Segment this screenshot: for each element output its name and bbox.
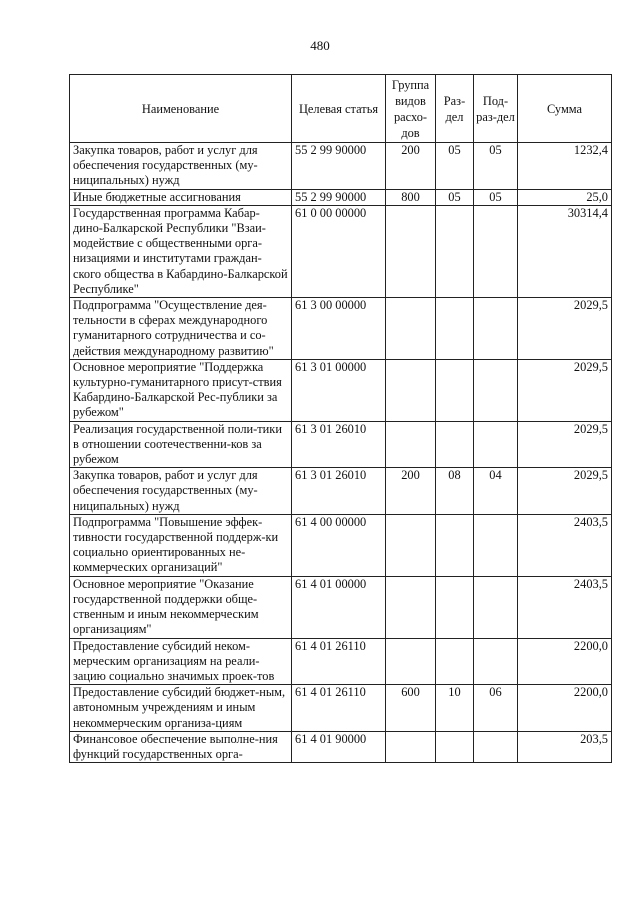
cell-target: 61 4 01 90000 [292,731,386,762]
header-group: Группа видов расхо-дов [386,75,436,143]
cell-name: Подпрограмма "Повышение эффек-тивности государственной поддерж-ки социально ориентированных не-коммерческих организаций" [70,514,292,576]
budget-table [69,74,612,763]
table-row [70,685,612,732]
header-section: Раз-дел [436,75,474,143]
cell-section: 08 [436,468,474,515]
table-row [70,143,612,190]
cell-name: Государственная программа Кабар-дино-Балкарской Республики "Взаи-модействие с общественными орга-низациями и институтами граждан-ского общества в Кабардино-Балкарской Республике" [70,205,292,297]
cell-name: Финансовое обеспечение выполне-ния функций государственных орга- [70,731,292,762]
cell-subsection: 06 [474,685,518,732]
cell-sum: 2403,5 [518,514,612,576]
cell-subsection [474,421,518,468]
cell-sum: 1232,4 [518,143,612,190]
cell-target: 55 2 99 90000 [292,143,386,190]
cell-target: 61 0 00 00000 [292,205,386,297]
cell-name: Предоставление субсидий неком-мерческим организациям на реали-зацию социально значимых проек-тов [70,638,292,685]
cell-target: 61 4 01 26110 [292,638,386,685]
cell-sum: 2200,0 [518,685,612,732]
cell-target: 55 2 99 90000 [292,189,386,205]
table-row [70,421,612,468]
header-name: Наименование [70,75,292,143]
cell-subsection [474,514,518,576]
cell-subsection [474,359,518,421]
cell-group [386,638,436,685]
cell-target: 61 3 01 26010 [292,421,386,468]
cell-name: Основное мероприятие "Оказание государственной поддержки обще-ственным и иным некоммерческим организациям" [70,576,292,638]
header-subsection: Под-раз-дел [474,75,518,143]
cell-subsection: 05 [474,143,518,190]
cell-section [436,205,474,297]
table-row [70,298,612,360]
header-target: Целевая статья [292,75,386,143]
cell-group [386,421,436,468]
cell-name: Основное мероприятие "Поддержка культурно-гуманитарного присут-ствия Кабардино-Балкарской Рес-публики за рубежом" [70,359,292,421]
cell-subsection [474,638,518,685]
cell-sum: 30314,4 [518,205,612,297]
cell-target: 61 3 00 00000 [292,298,386,360]
cell-sum: 2403,5 [518,576,612,638]
cell-subsection: 04 [474,468,518,515]
cell-section: 10 [436,685,474,732]
cell-subsection [474,731,518,762]
table-row [70,468,612,515]
cell-group [386,731,436,762]
page-number: 480 [310,38,330,53]
cell-subsection [474,298,518,360]
cell-target: 61 4 01 00000 [292,576,386,638]
cell-sum: 2029,5 [518,359,612,421]
table-row [70,731,612,762]
cell-section: 05 [436,143,474,190]
cell-name: Иные бюджетные ассигнования [70,189,292,205]
cell-sum: 203,5 [518,731,612,762]
cell-section: 05 [436,189,474,205]
cell-sum: 2029,5 [518,421,612,468]
cell-sum: 2029,5 [518,468,612,515]
cell-target: 61 4 01 26110 [292,685,386,732]
cell-name: Закупка товаров, работ и услуг для обеспечения государственных (му-ниципальных) нужд [70,143,292,190]
table-row [70,576,612,638]
cell-target: 61 3 01 00000 [292,359,386,421]
table-row [70,205,612,297]
cell-sum: 25,0 [518,189,612,205]
cell-section [436,638,474,685]
cell-subsection: 05 [474,189,518,205]
cell-sum: 2029,5 [518,298,612,360]
cell-group [386,576,436,638]
cell-subsection [474,205,518,297]
cell-target: 61 4 00 00000 [292,514,386,576]
cell-name: Закупка товаров, работ и услуг для обеспечения государственных (му-ниципальных) нужд [70,468,292,515]
table-row [70,514,612,576]
cell-group [386,298,436,360]
cell-section [436,514,474,576]
cell-section [436,298,474,360]
cell-group [386,514,436,576]
cell-group: 200 [386,468,436,515]
table-row [70,189,612,205]
table-row [70,359,612,421]
cell-name: Подпрограмма "Осуществление дея-тельности в сферах международного гуманитарного сотрудничества и со-действия международному развитию" [70,298,292,360]
table-row [70,638,612,685]
cell-group [386,359,436,421]
cell-group: 800 [386,189,436,205]
cell-target: 61 3 01 26010 [292,468,386,515]
cell-section [436,359,474,421]
cell-subsection [474,576,518,638]
cell-group: 200 [386,143,436,190]
cell-group [386,205,436,297]
cell-group: 600 [386,685,436,732]
cell-sum: 2200,0 [518,638,612,685]
header-sum: Сумма [518,75,612,143]
cell-section [436,576,474,638]
cell-name: Предоставление субсидий бюджет-ным, автономным учреждениям и иным некоммерческим организа-циям [70,685,292,732]
cell-name: Реализация государственной поли-тики в отношении соотечественни-ков за рубежом [70,421,292,468]
cell-section [436,421,474,468]
table-header-row [70,75,612,143]
cell-section [436,731,474,762]
